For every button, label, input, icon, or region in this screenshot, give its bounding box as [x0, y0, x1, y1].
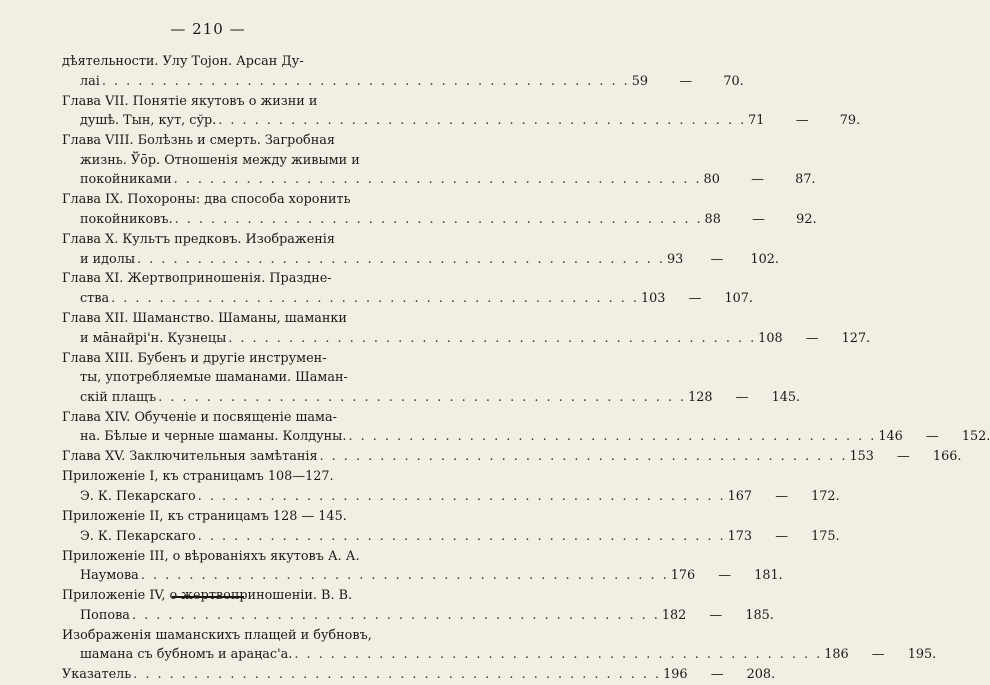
toc-entry-text: Наумова	[80, 568, 139, 584]
page-end: 175.	[811, 528, 840, 544]
toc-entry-line	[62, 467, 380, 487]
page-end: 102.	[750, 251, 779, 267]
toc-entry-text: покойниковъ.	[80, 211, 173, 227]
toc-entry-text: Глава XI. Жертвоприношенія. Праздне-	[62, 271, 332, 287]
page-range-dash: —	[751, 172, 764, 188]
toc-entry	[62, 230, 779, 269]
toc-entry-text: Глава XIV. Обученіе и посвященіе шама-	[62, 409, 337, 425]
leader-dots	[102, 72, 630, 92]
page-end: 145.	[771, 389, 801, 405]
leader-dots	[175, 210, 703, 230]
toc-entry-line	[62, 309, 380, 329]
toc-entry-text: Указатель	[62, 667, 132, 683]
toc-entry-line	[62, 427, 990, 447]
toc-entry-line	[62, 329, 871, 349]
page-start: 167	[727, 488, 753, 504]
toc-entry	[62, 190, 817, 229]
toc-entry-text: скій плащъ	[80, 389, 157, 405]
page-end: 127.	[841, 330, 871, 346]
page-range-dash: —	[795, 113, 809, 129]
toc-entry-line	[62, 72, 744, 92]
toc-entry-text: Приложеніе I, къ страницамъ 108—127.	[62, 469, 334, 485]
toc-entry-text: жизнь. Ўо̄р. Отношенія между живыми и	[80, 152, 360, 168]
page-range-dash: —	[710, 667, 724, 683]
toc-entry-line	[62, 52, 380, 72]
leader-dots	[294, 645, 822, 665]
toc-entry	[62, 586, 774, 625]
page-range	[705, 210, 817, 230]
page-range	[824, 645, 936, 665]
toc-entry-text: и ма̄найрі'н. Кузнецы	[80, 330, 227, 346]
page-start: 146	[878, 429, 903, 445]
leader-dots	[198, 487, 726, 507]
leader-dots	[133, 665, 661, 685]
toc-entry-text: Глава XII. Шаманство. Шаманы, шаманки	[62, 311, 347, 327]
leader-dots	[218, 111, 746, 131]
page-end: 208.	[746, 667, 776, 683]
page-start: 71	[748, 113, 765, 129]
toc-entry-text: Глава XIII. Бубенъ и другіе инструмен-	[62, 350, 327, 366]
page-end: 172.	[811, 488, 840, 504]
page-range	[748, 111, 860, 131]
toc-entry	[62, 349, 801, 408]
page-range	[688, 388, 800, 408]
page-range	[728, 527, 840, 547]
toc-entry-line	[62, 368, 380, 388]
page-end: 107.	[724, 291, 753, 307]
leader-dots	[158, 388, 686, 408]
page-range	[641, 289, 753, 309]
page-range-dash: —	[805, 330, 819, 346]
toc-entry-line	[62, 507, 380, 527]
leader-dots	[198, 527, 726, 547]
page-range	[662, 606, 774, 626]
toc-entry	[62, 52, 744, 91]
toc-entry-text: ты, употребляемые шаманами. Шаман-	[80, 370, 348, 386]
toc-entry-line	[62, 527, 840, 547]
page-range	[671, 566, 783, 586]
page-start: 128	[688, 389, 713, 405]
page-range-dash: —	[871, 647, 885, 663]
page-start: 196	[663, 667, 688, 683]
toc-entry	[62, 467, 840, 506]
toc-entry	[62, 665, 776, 685]
toc-entry-line	[62, 250, 779, 270]
toc-entry-text: Глава XV. Заключительныя замѣтанія	[62, 449, 318, 465]
toc-entry	[62, 408, 990, 447]
page-start: 153	[849, 449, 874, 465]
page-end: 79.	[839, 113, 861, 129]
page-end: 181.	[754, 568, 783, 584]
leader-dots	[320, 447, 848, 467]
toc-entry-line	[62, 92, 380, 112]
page-start: 108	[758, 330, 783, 346]
page-range	[849, 447, 961, 467]
page-start: 182	[661, 607, 687, 623]
page-range	[728, 487, 840, 507]
toc-entry-text: на. Бѣлые и черные шаманы. Колдуны.	[80, 429, 347, 445]
page-range-dash: —	[925, 429, 939, 445]
leader-dots	[132, 606, 660, 626]
toc-entry-line	[62, 170, 816, 190]
toc-entry-text: и идолы	[80, 251, 136, 267]
toc-entry-text: Глава VIII. Болѣзнь и смерть. Загробная	[62, 133, 335, 149]
toc-entry	[62, 626, 937, 665]
page-end: 185.	[745, 607, 774, 623]
page-start: 93	[666, 251, 684, 267]
toc-entry-line	[62, 447, 962, 467]
toc-entry-text: Изображенія шаманскихъ плащей и бубновъ,	[62, 627, 372, 643]
toc-entry-line	[62, 547, 380, 567]
toc-entry	[62, 447, 962, 467]
toc-entry-line	[62, 230, 380, 250]
leader-dots	[174, 170, 702, 190]
toc-entry-text: ства	[80, 291, 110, 307]
page-range-dash: —	[775, 488, 788, 504]
toc-entry	[62, 269, 753, 308]
toc-entry-line	[62, 151, 380, 171]
page-range	[878, 427, 990, 447]
leader-dots	[111, 289, 639, 309]
toc-entry-line	[62, 111, 861, 131]
page-range-dash: —	[897, 449, 910, 465]
toc-entry-line	[62, 408, 380, 428]
page-range-dash: —	[679, 73, 693, 89]
page-range	[758, 329, 870, 349]
closing-rule	[172, 596, 244, 598]
toc-entry	[62, 547, 783, 586]
page-end: 166.	[932, 449, 962, 465]
toc-entry-text: лаі	[80, 73, 100, 89]
page-start: 59	[631, 73, 649, 89]
toc-entry-line	[62, 349, 380, 369]
toc-entry-text: Глава VII. Понятіе якутовъ о жизни и	[62, 93, 318, 109]
toc-entry-line	[62, 190, 380, 210]
page-range-dash: —	[735, 389, 749, 405]
toc-entry-text: Попова	[80, 607, 130, 623]
page-range	[663, 665, 775, 685]
leader-dots	[228, 329, 756, 349]
toc-entry-line	[62, 269, 380, 289]
leader-dots	[141, 566, 669, 586]
page-start: 88	[704, 211, 721, 227]
toc-entry-text: Приложеніе IV, о жертвоприношеніи. В. В.	[62, 588, 353, 604]
page-start: 80	[703, 172, 720, 188]
page-range-dash: —	[718, 568, 732, 584]
page-range-dash: —	[752, 211, 765, 227]
toc-entry-line	[62, 645, 937, 665]
toc-entry-line	[62, 665, 776, 685]
page-end: 195.	[907, 647, 937, 663]
leader-dots	[348, 427, 876, 447]
toc-entry	[62, 309, 871, 348]
page-number: — 210 —	[170, 20, 246, 38]
toc-entry-line	[62, 487, 840, 507]
toc-entry	[62, 507, 840, 546]
table-of-contents	[62, 52, 990, 685]
toc-entry-line	[62, 289, 753, 309]
page-range-dash: —	[775, 528, 788, 544]
toc-entry-line	[62, 626, 380, 646]
page-range	[667, 250, 779, 270]
toc-entry-text: шамана съ бубномъ и араңас'а.	[80, 647, 293, 663]
toc-entry-line	[62, 388, 801, 408]
page-start: 103	[641, 291, 666, 307]
toc-entry-line	[62, 606, 774, 626]
leader-dots	[137, 250, 665, 270]
toc-entry-text: Э. К. Пекарскаго	[80, 488, 196, 504]
toc-entry-line	[62, 210, 817, 230]
page-range-dash: —	[709, 607, 723, 623]
toc-entry	[62, 92, 861, 131]
toc-entry-text: Глава X. Культъ предковъ. Изображенія	[62, 231, 335, 247]
page-start: 173	[727, 528, 753, 544]
page-start: 186	[824, 647, 849, 663]
page-end: 92.	[796, 211, 817, 227]
toc-entry-text: Приложеніе II, къ страницамъ 128 — 145.	[62, 508, 347, 524]
page-range	[632, 72, 744, 92]
page-range-dash: —	[688, 291, 702, 307]
page-range-dash: —	[710, 251, 724, 267]
page-end: 152.	[961, 429, 990, 445]
toc-entry-text: Приложеніе III, о вѣрованіяхъ якутовъ А. А.	[62, 548, 360, 564]
page-end: 87.	[795, 172, 816, 188]
toc-entry-line	[62, 566, 783, 586]
toc-entry-text: Глава IX. Похороны: два способа хоронить	[62, 192, 351, 208]
toc-entry-text: дѣятельности. Улу Тојон. Арсан Ду-	[62, 54, 304, 69]
toc-entry-text: душѣ. Тын, кут, сўр.	[80, 113, 217, 129]
toc-entry	[62, 131, 816, 190]
page-range	[704, 170, 816, 190]
page-start: 176	[670, 568, 696, 584]
toc-entry-text: покойниками	[80, 172, 172, 188]
toc-entry-line	[62, 131, 380, 151]
page-end: 70.	[723, 73, 744, 89]
toc-entry-text: Э. К. Пекарскаго	[80, 528, 196, 544]
